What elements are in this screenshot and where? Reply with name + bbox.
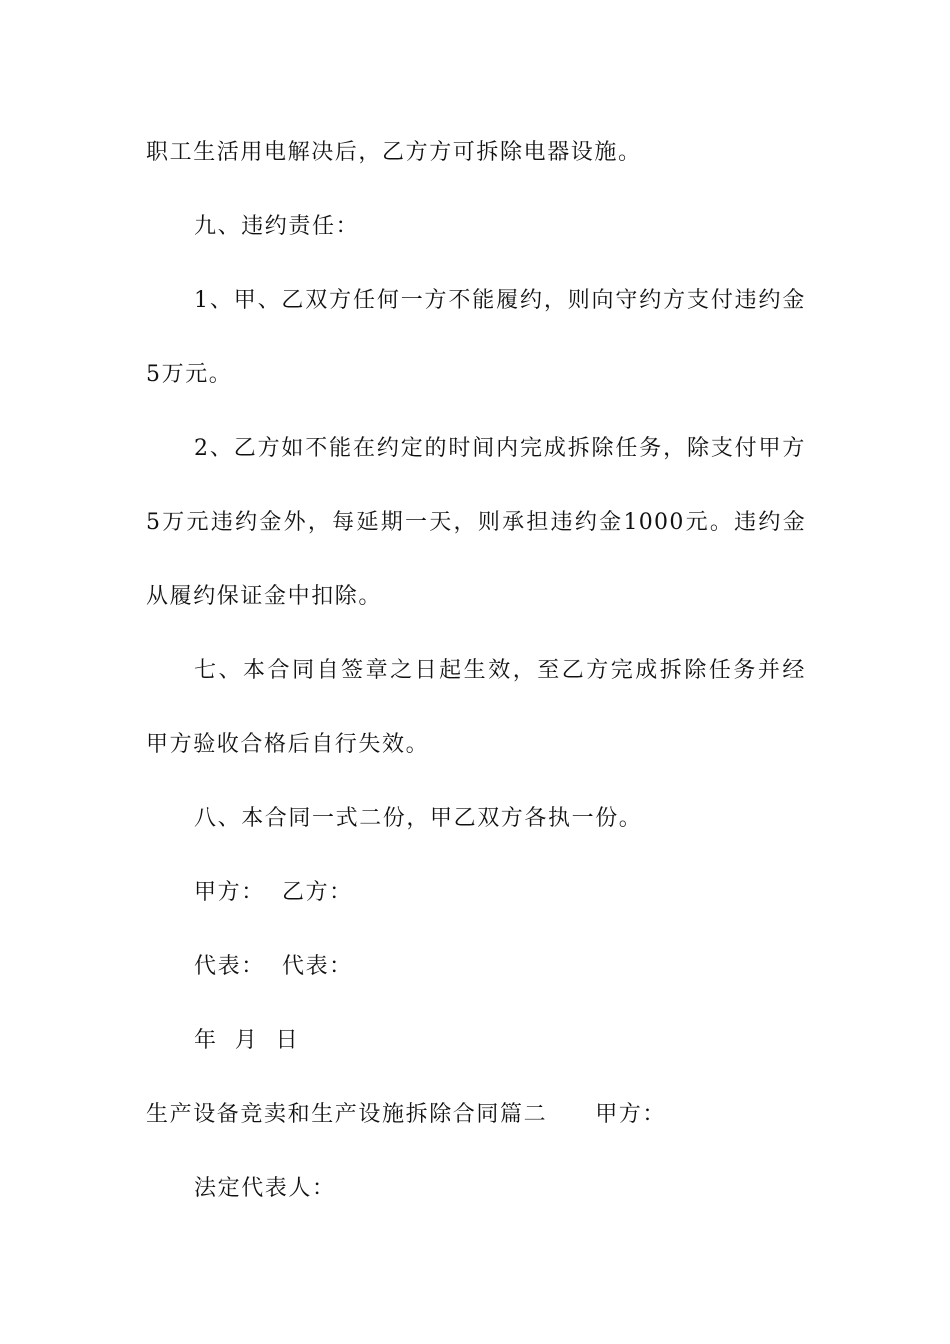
signature-date: 年 月 日	[194, 1028, 300, 1053]
paragraph-line: 甲方验收合格后自行失效。	[146, 732, 430, 757]
contract-title: 生产设备竞卖和生产设施拆除合同篇二	[146, 1102, 548, 1127]
paragraph-line: 八、本合同一式二份，甲乙双方各执一份。	[194, 806, 643, 831]
paragraph-line: 从履约保证金中扣除。	[146, 584, 383, 609]
paragraph-line: 5万元违约金外，每延期一天，则承担违约金1000元。违约金	[146, 510, 806, 535]
signature-parties: 甲方： 乙方：	[194, 880, 353, 905]
paragraph-line: 5万元。	[146, 362, 233, 387]
paragraph-line: 1、甲、乙双方任何一方不能履约，则向守约方支付违约金	[194, 288, 806, 313]
legal-representative-label: 法定代表人：	[194, 1176, 336, 1201]
party-a-label: 甲方：	[595, 1102, 667, 1127]
paragraph-line: 七、本合同自签章之日起生效，至乙方完成拆除任务并经	[194, 658, 806, 683]
paragraph-line: 职工生活用电解决后，乙方方可拆除电器设施。	[146, 140, 642, 165]
signature-representatives: 代表： 代表：	[194, 954, 353, 979]
paragraph-line: 2、乙方如不能在约定的时间内完成拆除任务，除支付甲方	[194, 436, 806, 461]
section-heading-breach: 九、违约责任：	[194, 214, 360, 239]
section-heading-line	[146, 1100, 806, 1130]
